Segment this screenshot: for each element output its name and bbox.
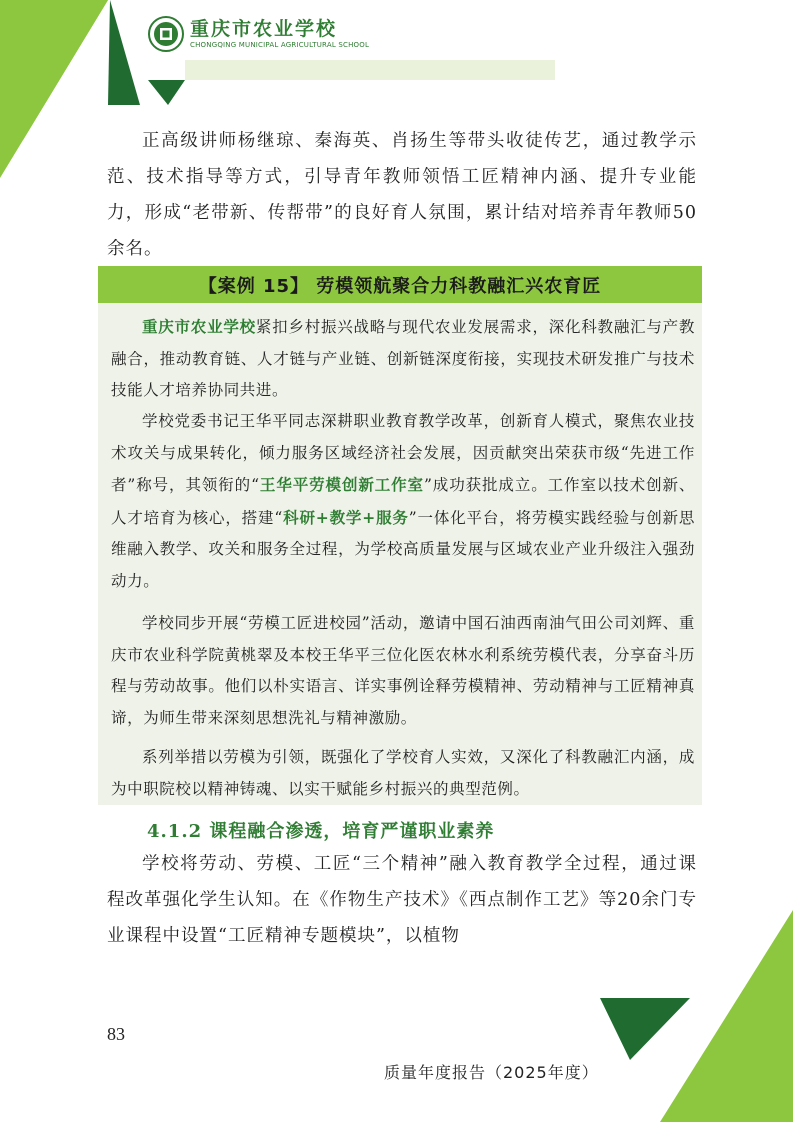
intro-paragraph: 正高级讲师杨继琼、秦海英、肖扬生等带头收徒传艺，通过教学示范、技术指导等方式，引导青年教师领悟工匠精神内涵、提升专业能力，形成“老带新、传帮带”的良好育人氛围，累计结对培养青年教师50余名。	[107, 131, 697, 259]
footer-decoration	[570, 900, 793, 1122]
school-emblem-icon	[148, 16, 184, 52]
platform-highlight: 科研+教学+服务	[282, 507, 409, 527]
section-paragraph: 学校将劳动、劳模、工匠“三个精神”融入教育教学全过程，通过课程改革强化学生认知。在《作物生产技术》《西点制作工艺》等20余门专业课程中设置“工匠精神专题模块”，以植物	[107, 854, 697, 946]
case-title: 【案例 15】 劳模领航聚合力科教融汇兴农育匠	[98, 266, 702, 303]
case-paragraph-4: 系列举措以劳模为引领，既强化了学校育人实效，又深化了科教融汇内涵，成为中职院校以精神铸魂、以实干赋能乡村振兴的典型范例。	[111, 748, 695, 798]
case-paragraph-3: 学校同步开展“劳模工匠进校园”活动，邀请中国石油西南油气田公司刘辉、重庆市农业科学院黄桃翠及本校王华平三位化医农林水利系统劳模代表，分享奋斗历程与劳动故事。他们以朴实语言、详实事例诠释劳模精神、劳动精神与工匠精神真谛，为师生带来深刻思想洗礼与精神激励。	[111, 614, 695, 727]
report-title: 质量年度报告（2025年度）	[384, 1063, 599, 1082]
section-heading: 4.1.2 课程融合渗透，培育严谨职业素养	[147, 821, 495, 842]
header-band	[185, 60, 555, 80]
footer-triangle-light	[660, 910, 793, 1122]
case-paragraph-1: 重庆市农业学校紧扣乡村振兴战略与现代农业发展需求，深化科教融汇与产教融合，推动教育链、人才链与产业链、创新链深度衔接，实现技术研发推广与技术技能人才培养协同共进。	[111, 317, 695, 399]
school-name: 重庆市农业学校	[190, 18, 338, 40]
header-triangle-small	[148, 80, 185, 105]
studio-name-highlight: 王华平劳模创新工作室	[259, 475, 424, 494]
school-name-en: CHONGQING MUNICIPAL AGRICULTURAL SCHOOL	[190, 41, 370, 49]
page-number: 83	[107, 1024, 125, 1044]
school-logo	[148, 16, 369, 52]
footer-triangle-dark	[600, 998, 690, 1060]
header-left-wedge	[0, 0, 112, 180]
case-school-highlight: 重庆市农业学校	[142, 317, 256, 336]
header-triangle-dark	[108, 0, 140, 105]
case-paragraph-2: 学校党委书记王华平同志深耕职业教育教学改革，创新育人模式，聚焦农业技术攻关与成果转化，倾力服务区域经济社会发展，因贡献突出荣获市级“先进工作者”称号，其领衔的“王华平劳模创新工作室”成功获批成立。工作室以技术创新、人才培育为核心，搭建“科研+教学+服务”一体化平台，将劳模实践经验与创新思维融入教学、攻关和服务全过程，为学校高质量发展与区域农业产业升级注入强劲动力。	[111, 412, 695, 590]
